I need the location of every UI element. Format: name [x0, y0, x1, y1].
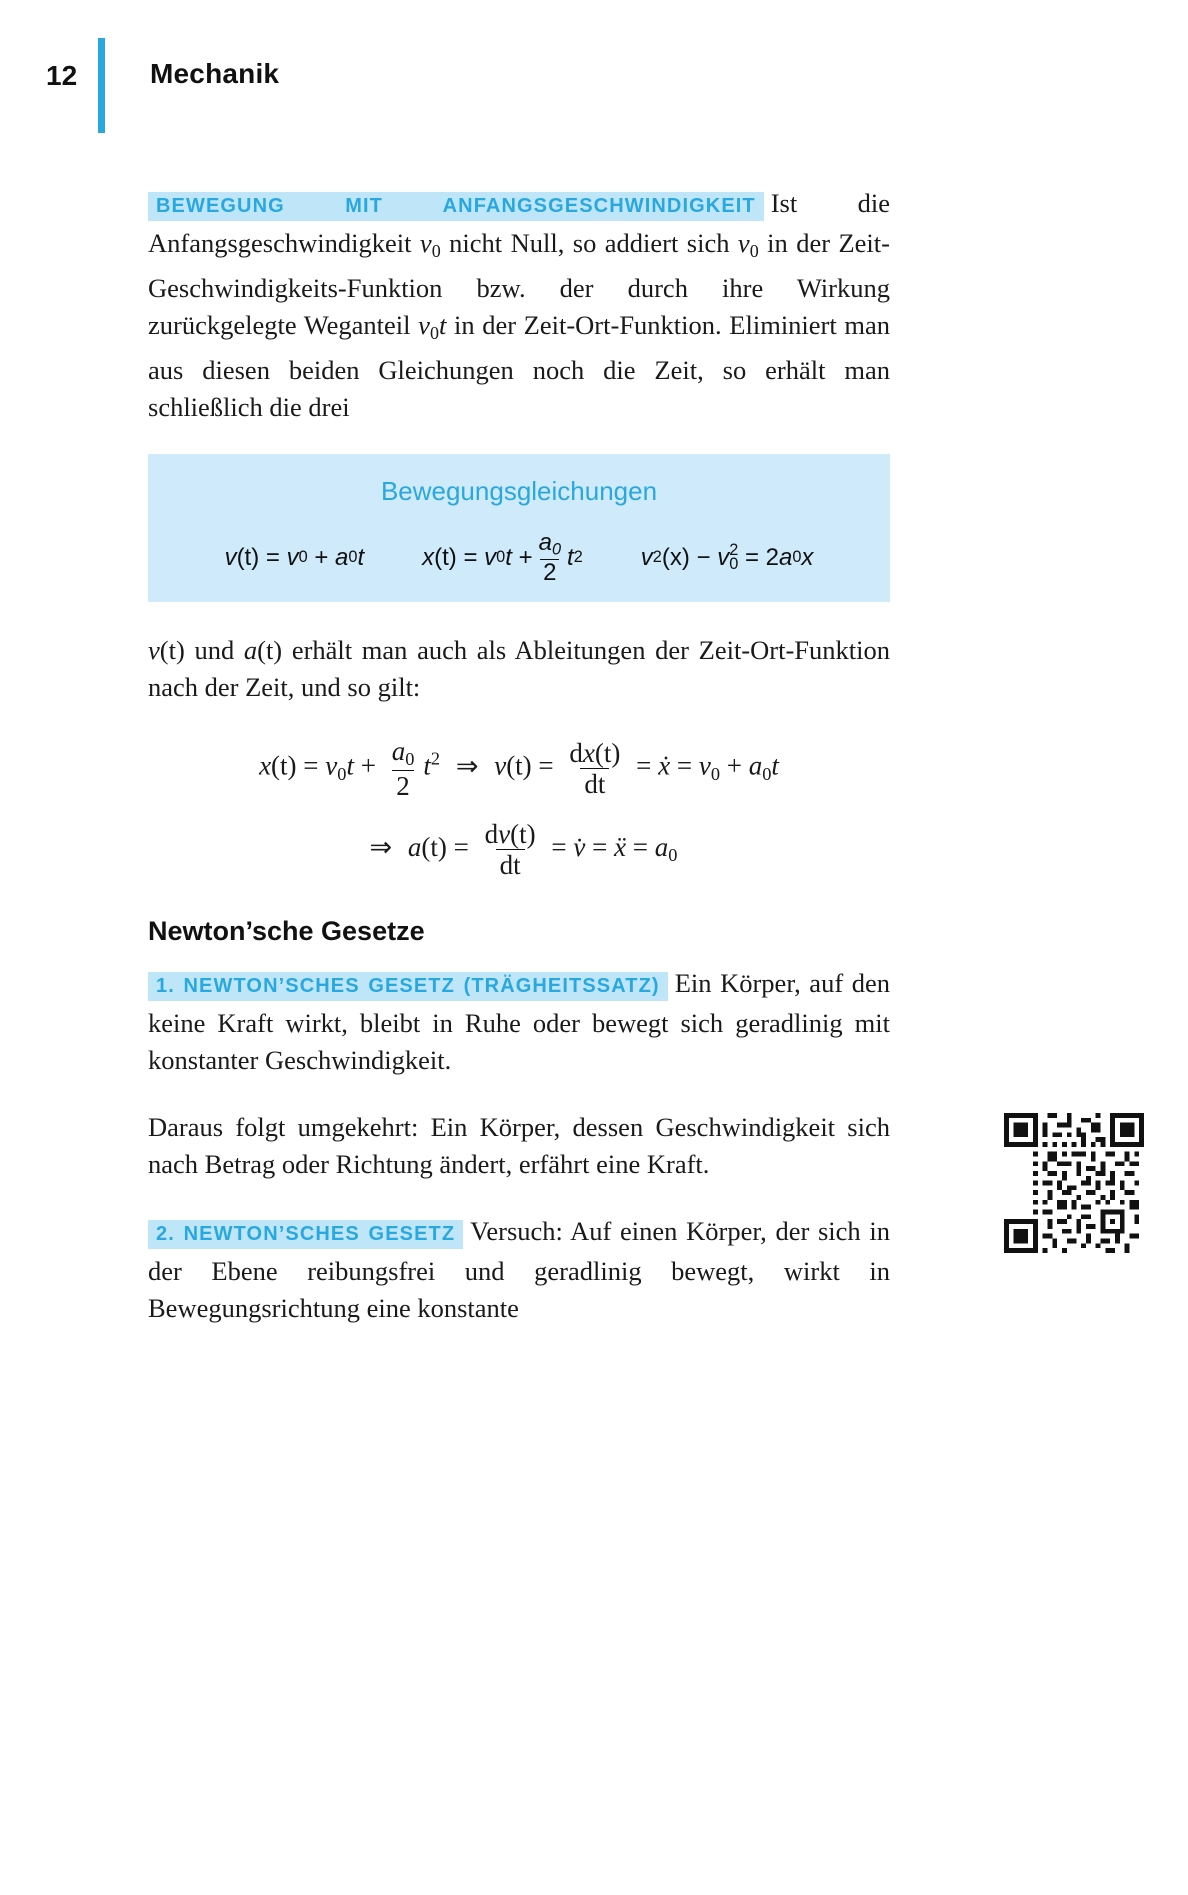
dm1-arrow: ⇒	[455, 750, 479, 781]
equation-position	[422, 530, 583, 585]
dm1-eq3: =	[636, 750, 652, 781]
p1-symbol-v0t: v	[418, 310, 430, 341]
eq1-arg: (t)	[236, 543, 260, 571]
eq3-minus: −	[696, 543, 711, 571]
dm1-frac-num-sub: 0	[405, 749, 415, 770]
p2-symbol-v-arg: (t)	[159, 635, 185, 666]
dm2-dfrac-d: d	[484, 819, 499, 849]
dm1-v: v	[494, 750, 507, 781]
dm1-eq2: =	[538, 750, 554, 781]
p1-symbol-v0b-sub: 0	[749, 241, 759, 262]
eq3-a0-sub: 0	[792, 548, 802, 566]
dm1-t2-sup: 2	[430, 748, 441, 769]
eq3-a0: a	[778, 543, 793, 571]
eq2-t2: t	[567, 543, 574, 571]
dm2-dfrac-v: v	[498, 819, 511, 849]
p2-text-und: und	[184, 635, 244, 666]
p5-text: Versuch: Auf einen Körper, der sich in der Ebene reibungsfrei und geradlinig bewegt, wirkt in Bewegungsrichtung eine konstante	[148, 1216, 890, 1324]
page-header	[0, 30, 1188, 120]
dm1-x-arg: (t)	[271, 750, 297, 781]
eq1-plus: +	[314, 543, 329, 571]
dm1-eq1: =	[303, 750, 319, 781]
dm2-eq2: =	[551, 831, 567, 862]
dm2-vdot: v̇	[573, 831, 586, 862]
eq3-v0-indices	[729, 541, 739, 573]
dm2-dfrac-arg: (t)	[510, 819, 536, 849]
equation-velocity	[225, 544, 365, 572]
dm2-a: a	[407, 831, 422, 862]
dm1-frac-num	[388, 736, 419, 770]
eq1-v0: v	[286, 543, 299, 571]
eq1-fn: v	[224, 543, 237, 571]
eq2-equals: =	[463, 543, 478, 571]
runin-label-newton-1: 1. NEWTON’SCHES GESETZ (TRÄGHEITSSATZ)	[148, 972, 668, 1001]
chapter-title: Mechanik	[150, 58, 280, 89]
dm1-v-arg: (t)	[506, 750, 532, 781]
dm1-a0-sub: 0	[762, 763, 772, 784]
paragraph-bewegung-mit-anfangsgeschwindigkeit	[148, 185, 890, 426]
dm1-v0b: v	[698, 750, 711, 781]
p1-text-b: nicht Null, so addiert sich	[440, 228, 738, 258]
dm1-x: x	[259, 750, 272, 781]
dm2-derivative-fraction	[481, 819, 540, 880]
eq3-v-sup: 2	[652, 548, 662, 566]
p4-text: Daraus folgt umgekehrt: Ein Körper, dessen Geschwindigkeit sich nach Betrag oder Richtung ändert, erfährt eine Kraft.	[148, 1112, 890, 1180]
dm1-frac-num-a: a	[391, 736, 406, 767]
qr-code-icon[interactable]	[1004, 1113, 1144, 1253]
dm1-dfrac-x: x	[582, 737, 595, 768]
paragraph-ableitungen	[148, 632, 890, 706]
runin-label-newton-2: 2. NEWTON’SCHES GESETZ	[148, 1220, 463, 1249]
eq3-v0: v	[717, 543, 730, 571]
runin-label-bewegung: BEWEGUNG MIT ANFANGSGESCHWINDIGKEIT	[148, 192, 764, 221]
paragraph-zweites-newtonsches-gesetz	[148, 1213, 890, 1327]
p1-symbol-v0a-sub: 0	[431, 241, 441, 262]
p3-text: Ein Körper, auf den keine Kraft wirkt, bleibt in Ruhe oder bewegt sich geradlinig mit konstanter Geschwindigkeit.	[148, 968, 891, 1076]
eq3-two: 2	[765, 543, 779, 571]
p1-symbol-v0b: v	[737, 228, 750, 258]
dm1-t2: t	[423, 750, 431, 781]
page-content	[148, 185, 890, 1327]
dm1-dfrac-arg: (t)	[594, 737, 621, 768]
eq2-arg: (t)	[434, 543, 457, 571]
dm1-xdot: ẋ	[658, 750, 671, 781]
eq2-t: t	[505, 543, 512, 571]
p1-text-d: in der Zeit-Ort-Funktion. Eliminiert man aus diesen beiden Gleichungen noch die Zeit, so erhält man schließlich die drei	[148, 310, 890, 423]
p1-symbol-v0t-t: t	[438, 310, 447, 341]
dm2-eq3: =	[592, 831, 608, 862]
eq2-frac-den: 2	[540, 559, 559, 585]
eq2-t2-sup: 2	[573, 548, 583, 566]
dm2-eq4: =	[632, 831, 649, 862]
dm2-a-arg: (t)	[421, 831, 447, 862]
eq3-v: v	[640, 543, 653, 571]
dm2-arrow: ⇒	[369, 831, 393, 862]
formula-box-title: Bewegungsgleichungen	[380, 476, 658, 507]
p2-symbol-a: a	[243, 635, 258, 666]
dm1-frac-den: 2	[392, 770, 414, 801]
eq3-v0-sub: 0	[729, 554, 739, 573]
eq1-t: t	[357, 543, 365, 571]
dm1-eq4: =	[676, 750, 693, 781]
dm2-xddot: ẍ	[614, 831, 627, 862]
eq2-frac-num-a: a	[538, 529, 552, 557]
eq3-x: x	[801, 543, 814, 571]
formula-row	[148, 530, 890, 585]
paragraph-erstes-newtonsches-gesetz	[148, 965, 890, 1079]
dm1-dfrac-d: d	[569, 737, 583, 768]
dm2-dfrac-den: dt	[496, 849, 525, 880]
page-number: 12	[46, 60, 78, 91]
p1-text-a: Ist die Anfangsgeschwindigkeit	[148, 188, 890, 258]
paragraph-daraus-folgt	[148, 1109, 890, 1183]
dm1-v0b-sub: 0	[710, 763, 720, 784]
eq1-a0-sub: 0	[348, 548, 358, 566]
dm2-a0-sub: 0	[668, 845, 678, 866]
eq2-plus: +	[518, 543, 533, 571]
dm1-dfrac-num	[565, 738, 624, 768]
eq2-frac-num	[536, 530, 564, 559]
eq3-v0-sup: 2	[729, 541, 739, 560]
dm1-derivative-fraction	[565, 738, 624, 799]
dm1-plus2: +	[726, 750, 742, 781]
dm1-v0: v	[325, 750, 338, 781]
eq2-fraction	[536, 530, 564, 585]
display-math-block	[148, 736, 890, 880]
dm1-fraction-a0-2	[388, 736, 419, 801]
p2-text-rest: erhält man auch als Ableitungen der Zeit-Ort-Funktion nach der Zeit, und so gilt:	[148, 635, 890, 703]
p1-text-c: in der Zeit-Geschwindigkeits-Funktion bzw. der durch ihre Wirkung zurückgelegte Weganteil	[148, 228, 890, 341]
dm1-plus: +	[360, 750, 376, 781]
dm2-dfrac-num	[481, 819, 540, 849]
display-math-line-2	[148, 819, 890, 880]
eq3-equals: =	[744, 543, 759, 571]
dm1-a0: a	[748, 750, 763, 781]
dm2-eq1: =	[453, 831, 469, 862]
formula-box-bewegungsgleichungen	[148, 454, 890, 602]
section-heading-newtonsche-gesetze: Newton’sche Gesetze	[148, 916, 425, 947]
display-math-line-1	[148, 736, 890, 801]
header-accent-rule	[98, 38, 105, 133]
dm1-t: t	[346, 750, 354, 781]
dm2-a0: a	[654, 831, 669, 862]
p2-symbol-v: v	[148, 635, 160, 666]
dm1-v0-sub: 0	[337, 763, 347, 784]
p2-symbol-a-arg: (t)	[257, 635, 283, 666]
p1-symbol-v0t-sub: 0	[429, 323, 439, 344]
eq1-v0-sub: 0	[298, 548, 308, 566]
dm1-dfrac-den: dt	[580, 768, 609, 799]
eq2-fn: x	[422, 543, 435, 571]
dm1-tb: t	[771, 750, 779, 781]
p1-symbol-v0a: v	[419, 228, 432, 258]
eq2-frac-num-sub: 0	[551, 540, 562, 559]
eq3-arg: (x)	[661, 543, 690, 571]
equation-torricelli	[640, 541, 814, 573]
eq2-v0-sub: 0	[496, 548, 506, 566]
eq1-equals: =	[265, 543, 280, 571]
eq2-v0: v	[484, 543, 497, 571]
eq1-a0: a	[335, 543, 349, 571]
